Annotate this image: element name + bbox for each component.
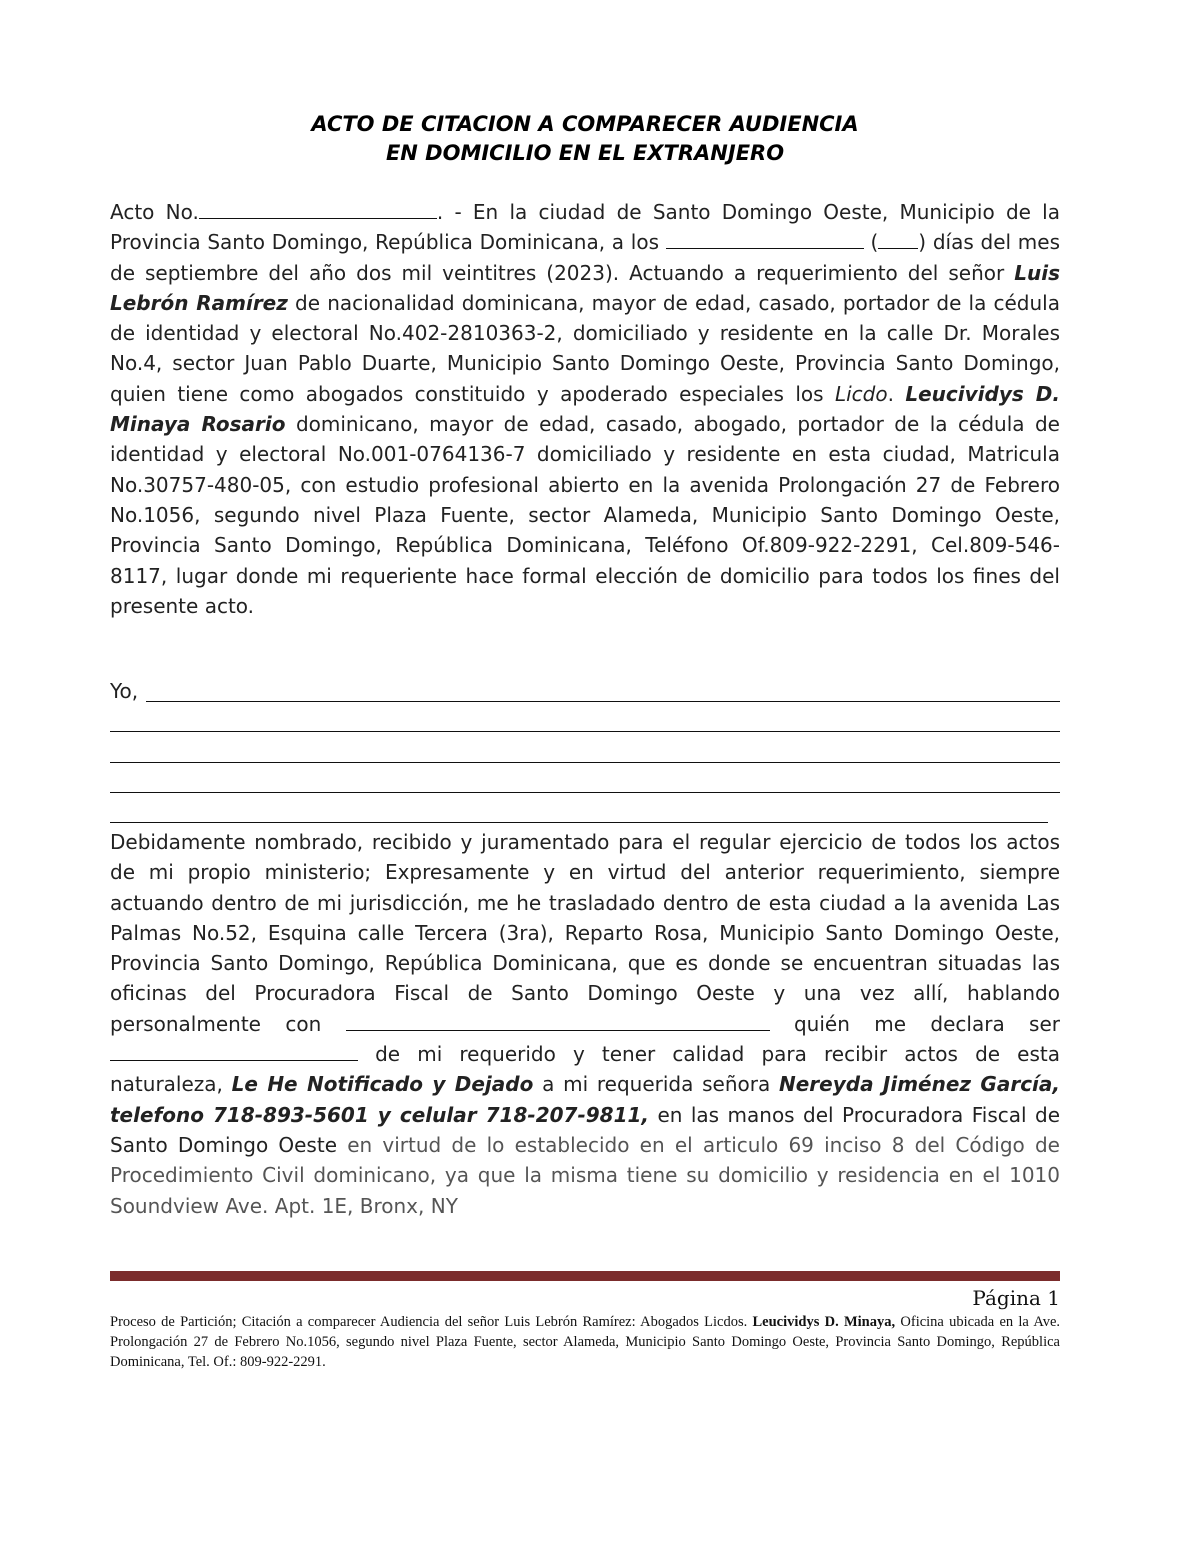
title-line-2: EN DOMICILIO EN EL EXTRANJERO <box>385 141 785 165</box>
relationship-blank <box>110 1042 358 1061</box>
day-number-blank <box>878 230 918 249</box>
text-segment: quién me declara ser <box>769 1011 1061 1036</box>
required-person-name: Nereyda Jiménez García, telefono 718-893-5601 y celular 718-207-9811, <box>110 1072 1060 1127</box>
fill-line <box>110 797 1060 827</box>
blank-line <box>110 792 1060 793</box>
text-segment: Acto No. <box>110 200 199 224</box>
person-name-blank <box>346 1012 770 1031</box>
footer-rule <box>110 1271 1060 1281</box>
text-segment: de nacionalidad dominicana, mayor de edad, casado, portador de la cédula de identidad y electoral No.402-2810363-2, domiciliado y residente en la calle Dr. Morales No.4, sector Juan Pablo Duarte, Municipio Santo Domingo Oeste, Provincia Santo Domingo, quien tiene como abogados constituido y apoderado especiales los <box>110 290 1060 406</box>
text-segment: a mi requerida señora <box>533 1072 779 1097</box>
fill-line <box>110 676 1060 706</box>
footer-lawyer-name: Leucividys D. Minaya, <box>752 1314 896 1330</box>
requester-name: Luis Lebrón Ramírez <box>110 260 1060 315</box>
act-number-blank <box>199 200 437 219</box>
text-segment: ( <box>863 230 879 255</box>
blank-line <box>110 762 1060 763</box>
bailiff-fill-lines <box>110 676 1060 827</box>
footer-segment: Oficina ubicada en la Ave. Prolongación 27 de Febrero No.1056, segundo nivel Plaza Fuente, sector Alameda, Municipio Santo Domingo Oeste, Provincia Santo Domingo, República Dominicana, Tel. Of.: 809-922-2291. <box>110 1314 1061 1370</box>
yo-label: Yo, <box>110 679 139 704</box>
text-segment: dominicano, mayor de edad, casado, abogado, portador de la cédula de identidad y electoral No.001-0764136-7 domiciliado y residente en esta ciudad, Matricula No.30757-480-05, con estudio profesional abierto en la avenida Prolongación 27 de Febrero No.1056, segundo nivel Plaza Fuente, sector Alameda, Municipio Santo Domingo Oeste, Provincia Santo Domingo, República Dominicana, Teléfono Of.809-922-2291, Cel.809-546-8117, lugar donde mi requeriente hace formal elección de domicilio para todos los fines del presente acto. <box>110 412 1060 618</box>
blank-line <box>110 822 1048 823</box>
fill-line <box>110 767 1060 797</box>
text-segment: . <box>887 381 906 406</box>
footer-text <box>110 1312 1060 1372</box>
lawyer-name: Leucividys D. Minaya Rosario <box>110 381 1061 437</box>
text-segment: ) días del mes de septiembre del año dos mil veintitres (2023). Actuando a requerimiento del señor <box>110 230 1060 285</box>
lawyer-title: Licdo <box>834 381 888 406</box>
notified-phrase: Le He Notificado y Dejado <box>231 1072 534 1097</box>
text-segment: Debidamente nombrado, recibido y juramentado para el regular ejercicio de todos los actos de mi propio ministerio; Expresamente y en virtud del anterior requerimiento, siempre actuando dentro de mi jurisdicción, me he trasladado dentro de esta ciudad a la avenida Las Palmas No.52, Esquina calle Tercera (3ra), Reparto Rosa, Municipio Santo Domingo Oeste, Provincia Santo Domingo, República Dominicana, que es donde se encuentran situadas las oficinas del Procuradora Fiscal de Santo Domingo Oeste y una vez allí, hablando personalmente con <box>110 830 1060 1036</box>
footer-segment: : Abogados Licdos. <box>631 1314 753 1330</box>
document-title <box>110 110 1060 168</box>
page-number: Página 1 <box>972 1286 1060 1310</box>
footer-requester-name: Luis Lebrón Ramírez <box>504 1314 632 1330</box>
footer-segment: Proceso de Partición; Citación a comparecer Audiencia del señor <box>110 1314 505 1330</box>
text-segment: . - En la ciudad de Santo Domingo Oeste, Municipio de la Provincia Santo Domingo, República Dominicana, a los <box>110 200 1060 255</box>
fill-line <box>110 736 1060 766</box>
day-words-blank <box>666 230 864 249</box>
title-line-1: ACTO DE CITACION A COMPARECER AUDIENCIA <box>311 112 859 136</box>
paragraph-requirement <box>110 197 1060 621</box>
text-segment: en las manos del Procuradora Fiscal de Santo Domingo Oeste <box>110 1102 1061 1157</box>
paragraph-notification <box>110 827 1060 1221</box>
fill-line <box>110 706 1060 736</box>
blank-line <box>110 731 1060 732</box>
text-segment: en virtud de lo establecido en el articulo 69 inciso 8 del Código de Procedimiento Civil dominicano, ya que la misma tiene su domicilio y residencia en el 1010 Soundview Ave. Apt. 1E, Bronx, NY <box>110 1132 1060 1218</box>
blank-line <box>146 701 1060 702</box>
text-segment: de mi requerido y tener calidad para recibir actos de esta naturaleza, <box>110 1042 1060 1097</box>
